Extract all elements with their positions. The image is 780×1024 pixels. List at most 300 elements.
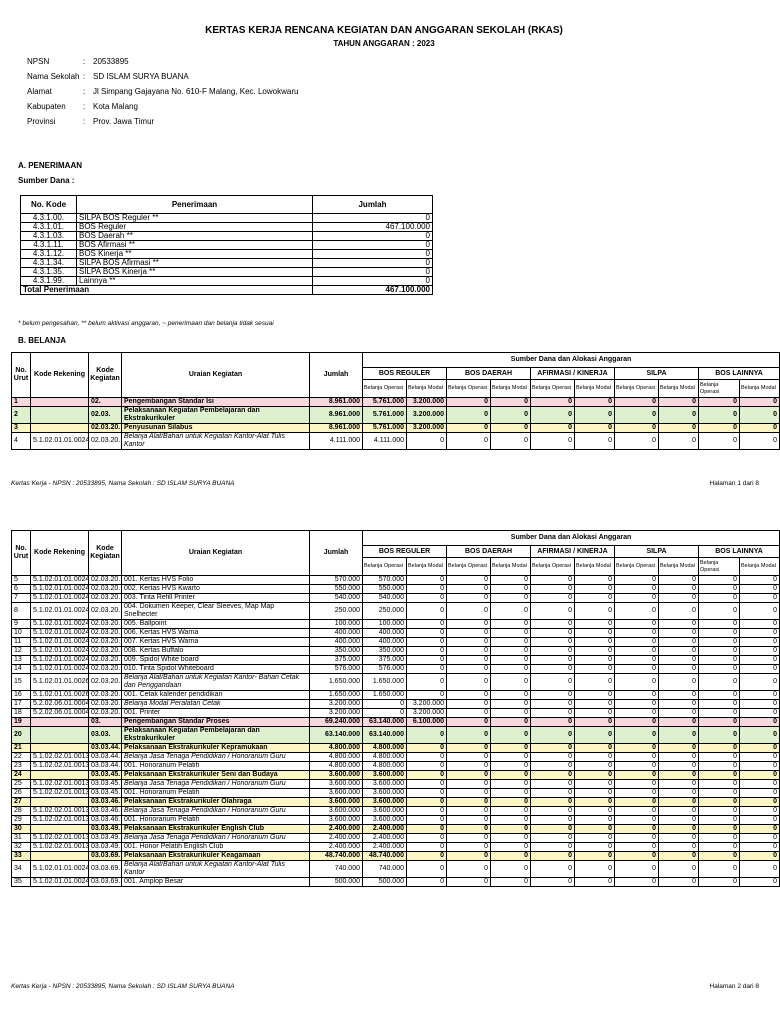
table-row [12,691,780,700]
allocation-cell: 0 [575,843,615,852]
allocation-cell: 0 [531,424,575,433]
header-fund-group: BOS DAERAH [447,546,531,558]
allocation-cell: 0 [447,718,491,727]
allocation-cell: 0 [615,727,659,744]
allocation-cell: 0 [740,576,780,585]
no-urut-cell: 19 [12,718,31,727]
allocation-cell: 4.111.000 [363,433,407,450]
kode-kegiatan-cell: 03.03.45. [89,780,122,789]
kode-kegiatan-cell: 02.03.20. [89,656,122,665]
uraian-cell: 001. Cetak kalender pendidikan [122,691,310,700]
allocation-cell: 3.200.000 [407,398,447,407]
allocation-cell: 0 [740,647,780,656]
kode-kegiatan-cell: 02.03.20. [89,674,122,691]
no-urut-cell: 18 [12,709,31,718]
allocation-cell: 0 [699,798,740,807]
allocation-cell: 0 [659,398,699,407]
uraian-cell: 001. Printer [122,709,310,718]
info-row-province [27,117,298,132]
header-jumlah: Jumlah [310,531,363,576]
allocation-cell: 0 [531,576,575,585]
kode-kegiatan-cell: 03.03.45. [89,771,122,780]
header-belanja-modal: Belanja Modal [659,558,699,576]
page-number: Halaman 1 dari 8 [709,480,759,487]
kode-rekening-cell: 5.1.02.01.01.0024 [31,433,89,450]
jumlah-cell: 100.000 [310,620,363,629]
allocation-cell: 0 [615,691,659,700]
allocation-cell: 0 [575,691,615,700]
table-row [12,665,780,674]
amount-cell: 0 [313,232,433,241]
allocation-cell: 0 [447,700,491,709]
jumlah-cell: 48.740.000 [310,852,363,861]
no-urut-cell: 5 [12,576,31,585]
jumlah-cell: 500.000 [310,878,363,887]
uraian-cell: Penyusunan Silabus [122,424,310,433]
allocation-cell: 0 [491,753,531,762]
no-urut-cell: 7 [12,594,31,603]
kode-rekening-cell: 5.1.02.02.01.0013 [31,843,89,852]
column-header: No. Kode [21,196,77,214]
allocation-cell: 0 [491,433,531,450]
allocation-cell: 0 [447,843,491,852]
allocation-cell: 0 [699,656,740,665]
kode-kegiatan-cell: 03.03.69. [89,878,122,887]
expenditure-table-page-1 [11,352,780,450]
allocation-cell: 0 [615,620,659,629]
amount-cell: 0 [313,250,433,259]
allocation-cell: 0 [699,861,740,878]
allocation-cell: 0 [491,852,531,861]
allocation-cell: 0 [575,603,615,620]
header-fund-group: AFIRMASI / KINERJA [531,368,615,380]
allocation-cell: 0 [491,407,531,424]
allocation-cell: 3.200.000 [407,407,447,424]
allocation-cell: 0 [740,753,780,762]
allocation-cell: 0 [615,398,659,407]
info-label: NPSN [27,57,50,66]
table-row [12,603,780,620]
allocation-cell: 3.200.000 [407,709,447,718]
kode-rekening-cell [31,727,89,744]
header-sumber-dana: Sumber Dana dan Alokasi Anggaran [363,531,780,546]
allocation-cell: 0 [531,727,575,744]
allocation-cell: 0 [659,718,699,727]
allocation-cell: 0 [531,700,575,709]
allocation-cell: 0 [699,629,740,638]
allocation-cell: 2.400.000 [363,825,407,834]
jumlah-cell: 4.800.000 [310,744,363,753]
allocation-cell: 0 [575,594,615,603]
allocation-cell: 0 [363,700,407,709]
total-label: Total Penerimaan [21,286,313,295]
kode-kegiatan-cell: 03.03.46. [89,816,122,825]
allocation-cell: 0 [615,594,659,603]
allocation-cell: 0 [531,433,575,450]
allocation-cell: 0 [740,620,780,629]
allocation-cell: 0 [531,780,575,789]
allocation-cell: 0 [407,585,447,594]
table-row [12,620,780,629]
header-belanja-operasi: Belanja Operasi [531,380,575,398]
allocation-cell: 0 [659,807,699,816]
kode-rekening-cell: 5.1.02.02.01.0013 [31,753,89,762]
header-belanja-operasi: Belanja Operasi [363,380,407,398]
receipt-name-cell: SILPA BOS Afirmasi ** [77,259,313,268]
kode-rekening-cell: 5.1.02.01.01.0024 [31,576,89,585]
allocation-cell: 0 [491,700,531,709]
allocation-cell: 0 [447,629,491,638]
no-urut-cell: 14 [12,665,31,674]
header-fund-group: AFIRMASI / KINERJA [531,546,615,558]
table-row [12,709,780,718]
header-row [12,353,780,368]
kode-kegiatan-cell: 02.03.20. [89,647,122,656]
allocation-cell: 0 [447,789,491,798]
allocation-cell: 0 [615,576,659,585]
table-row [12,753,780,762]
header-belanja-modal: Belanja Modal [407,558,447,576]
kode-rekening-cell: 5.1.02.01.01.0024 [31,656,89,665]
allocation-cell: 0 [575,709,615,718]
allocation-cell: 0 [575,816,615,825]
allocation-cell: 0 [740,780,780,789]
allocation-cell: 0 [531,585,575,594]
allocation-cell: 0 [491,709,531,718]
info-row-address [27,87,298,102]
jumlah-cell: 4.800.000 [310,753,363,762]
receipts-note: * belum pengesahan, ** belum aktivasi anggaran, ~ penerimaan dan belanja tidak sesuai [18,320,274,327]
allocation-cell: 0 [491,603,531,620]
kode-kegiatan-cell: 02.03.20. [89,700,122,709]
allocation-cell: 0 [531,665,575,674]
jumlah-cell: 570.000 [310,576,363,585]
allocation-cell: 0 [699,825,740,834]
allocation-cell: 400.000 [363,629,407,638]
allocation-cell: 0 [575,700,615,709]
header-sumber-dana: Sumber Dana dan Alokasi Anggaran [363,353,780,368]
uraian-cell: 010. Tinta Spidol Whiteboard [122,665,310,674]
uraian-cell: 001. Honor Pelatih English Club [122,843,310,852]
allocation-cell: 0 [531,647,575,656]
allocation-cell: 0 [699,594,740,603]
header-no-urut: No. Urut [12,531,31,576]
uraian-cell: 001. Kertas HVS Folio [122,576,310,585]
allocation-cell: 0 [699,789,740,798]
allocation-cell: 0 [699,674,740,691]
allocation-cell: 0 [491,638,531,647]
allocation-cell: 0 [407,656,447,665]
allocation-cell: 0 [615,798,659,807]
allocation-cell: 0 [699,771,740,780]
allocation-cell: 0 [740,398,780,407]
kode-kegiatan-cell: 02.03.20. [89,424,122,433]
kode-kegiatan-cell: 02.03.20. [89,433,122,450]
no-urut-cell: 33 [12,852,31,861]
allocation-cell: 0 [740,656,780,665]
allocation-cell: 0 [575,407,615,424]
allocation-cell: 0 [740,585,780,594]
header-belanja-operasi: Belanja Operasi [447,558,491,576]
allocation-cell: 0 [407,861,447,878]
uraian-cell: 006. Kertas HVS Warna [122,629,310,638]
allocation-cell: 0 [659,825,699,834]
header-fund-group: BOS REGULER [363,368,447,380]
page-number: Halaman 2 dari 8 [709,983,759,990]
allocation-cell: 0 [615,433,659,450]
header-fund-group: BOS LAINNYA [699,368,780,380]
no-urut-cell: 20 [12,727,31,744]
allocation-cell: 0 [659,647,699,656]
code-cell: 4.3.1.35. [21,268,77,277]
allocation-cell: 0 [531,603,575,620]
allocation-cell: 0 [615,789,659,798]
jumlah-cell: 8.961.000 [310,398,363,407]
uraian-cell: 001. Amplop Besar [122,878,310,887]
kode-kegiatan-cell: 03.03.44. [89,744,122,753]
allocation-cell: 0 [659,603,699,620]
kode-rekening-cell: 5.1.02.01.01.0024 [31,629,89,638]
allocation-cell: 0 [491,762,531,771]
allocation-cell: 0 [531,771,575,780]
allocation-cell: 0 [407,780,447,789]
allocation-cell: 0 [575,744,615,753]
table-row [12,816,780,825]
allocation-cell: 0 [491,594,531,603]
jumlah-cell: 540.000 [310,594,363,603]
allocation-cell: 0 [740,407,780,424]
allocation-cell: 48.740.000 [363,852,407,861]
total-row [21,286,433,295]
allocation-cell: 0 [740,638,780,647]
jumlah-cell: 2.400.000 [310,843,363,852]
allocation-cell: 0 [615,771,659,780]
allocation-cell: 0 [699,843,740,852]
allocation-cell: 0 [407,674,447,691]
jumlah-cell: 550.000 [310,585,363,594]
source-label: Sumber Dana : [18,176,75,185]
info-label: Kabupaten [27,102,66,111]
column-header: Jumlah [313,196,433,214]
kode-rekening-cell: 5.1.02.01.01.0026 [31,691,89,700]
allocation-cell: 0 [491,878,531,887]
header-belanja-modal: Belanja Modal [740,380,780,398]
receipt-name-cell: BOS Afirmasi ** [77,241,313,250]
allocation-cell: 0 [447,407,491,424]
table-row [12,843,780,852]
allocation-cell: 0 [491,816,531,825]
allocation-cell: 0 [407,789,447,798]
jumlah-cell: 1.650.000 [310,691,363,700]
allocation-cell: 375.000 [363,656,407,665]
allocation-cell: 3.600.000 [363,771,407,780]
allocation-cell: 0 [531,656,575,665]
section-heading-belanja: B. BELANJA [18,336,67,345]
header-belanja-operasi: Belanja Operasi [531,558,575,576]
allocation-cell: 0 [447,691,491,700]
jumlah-cell: 8.961.000 [310,407,363,424]
allocation-cell: 0 [531,629,575,638]
kode-rekening-cell [31,424,89,433]
kode-rekening-cell: 5.2.02.06.01.0004 [31,700,89,709]
allocation-cell: 0 [575,753,615,762]
kode-rekening-cell [31,718,89,727]
allocation-cell: 0 [575,878,615,887]
allocation-cell: 0 [615,780,659,789]
allocation-cell: 0 [407,620,447,629]
no-urut-cell: 32 [12,843,31,852]
table-row [12,834,780,843]
allocation-cell: 0 [491,789,531,798]
allocation-cell: 0 [615,762,659,771]
allocation-cell: 0 [615,674,659,691]
allocation-cell: 0 [659,709,699,718]
header-belanja-modal: Belanja Modal [740,558,780,576]
allocation-cell: 0 [531,816,575,825]
allocation-cell: 0 [615,665,659,674]
document-subtitle: TAHUN ANGGARAN : 2023 [333,39,435,48]
no-urut-cell: 28 [12,807,31,816]
allocation-cell: 3.600.000 [363,780,407,789]
info-value: Kota Malang [93,102,138,111]
allocation-cell: 0 [447,576,491,585]
uraian-cell: 003. Tinta Refill Printer [122,594,310,603]
table-row [12,718,780,727]
allocation-cell: 0 [659,656,699,665]
allocation-cell: 0 [740,433,780,450]
allocation-cell: 0 [447,603,491,620]
page-2 [0,493,778,1024]
allocation-cell: 0 [615,700,659,709]
code-cell: 4.3.1.00. [21,214,77,223]
kode-kegiatan-cell: 03.03.45. [89,789,122,798]
allocation-cell: 0 [491,780,531,789]
allocation-cell: 0 [407,629,447,638]
table-row [12,433,780,450]
allocation-cell: 0 [740,424,780,433]
header-fund-group: SILPA [615,546,699,558]
allocation-cell: 0 [659,665,699,674]
allocation-cell: 0 [531,709,575,718]
allocation-cell: 0 [491,585,531,594]
no-urut-cell: 23 [12,762,31,771]
allocation-cell: 0 [699,727,740,744]
allocation-cell: 0 [491,691,531,700]
allocation-cell: 0 [575,762,615,771]
kode-rekening-cell: 5.1.02.01.01.0024 [31,620,89,629]
receipt-name-cell: BOS Reguler [77,223,313,232]
kode-kegiatan-cell: 02. [89,398,122,407]
kode-kegiatan-cell: 03.03.44. [89,753,122,762]
jumlah-cell: 3.600.000 [310,816,363,825]
uraian-cell: Pelaksanaan Kegiatan Pembelajaran dan Ekstrakurikuler [122,407,310,424]
jumlah-cell: 740.000 [310,861,363,878]
no-urut-cell: 22 [12,753,31,762]
allocation-cell: 0 [699,852,740,861]
page-footer [11,480,759,487]
allocation-cell: 0 [447,656,491,665]
jumlah-cell: 2.400.000 [310,825,363,834]
allocation-cell: 0 [575,647,615,656]
allocation-cell: 0 [740,691,780,700]
allocation-cell: 0 [447,834,491,843]
allocation-cell: 0 [407,825,447,834]
allocation-cell: 5.761.000 [363,407,407,424]
allocation-cell: 0 [407,691,447,700]
allocation-cell: 0 [615,424,659,433]
allocation-cell: 0 [740,674,780,691]
amount-cell: 0 [313,259,433,268]
allocation-cell: 0 [615,709,659,718]
header-no-urut: No. Urut [12,353,31,398]
allocation-cell: 0 [491,807,531,816]
info-value: Jl Simpang Gajayana No. 610-F Malang, Kec. Lowokwaru [93,87,299,96]
kode-rekening-cell [31,744,89,753]
allocation-cell: 0 [740,718,780,727]
receipt-name-cell: SILPA BOS Kinerja ** [77,268,313,277]
allocation-cell: 2.400.000 [363,834,407,843]
table-row [12,771,780,780]
allocation-cell: 0 [447,807,491,816]
amount-cell: 0 [313,241,433,250]
header-belanja-modal: Belanja Modal [659,380,699,398]
allocation-cell: 0 [407,852,447,861]
allocation-cell: 0 [407,843,447,852]
header-belanja-operasi: Belanja Operasi [615,558,659,576]
allocation-cell: 0 [699,603,740,620]
allocation-cell: 0 [659,700,699,709]
allocation-cell: 0 [740,852,780,861]
kode-rekening-cell: 5.1.02.01.01.0024 [31,861,89,878]
no-urut-cell: 3 [12,424,31,433]
allocation-cell: 0 [491,843,531,852]
allocation-cell: 0 [447,433,491,450]
allocation-cell: 0 [575,433,615,450]
allocation-cell: 0 [615,585,659,594]
no-urut-cell: 1 [12,398,31,407]
allocation-cell: 576.000 [363,665,407,674]
allocation-cell: 0 [659,620,699,629]
jumlah-cell: 69.240.000 [310,718,363,727]
jumlah-cell: 3.600.000 [310,771,363,780]
allocation-cell: 0 [491,771,531,780]
allocation-cell: 0 [740,843,780,852]
allocation-cell: 0 [740,665,780,674]
allocation-cell: 0 [575,780,615,789]
kode-rekening-cell: 5.1.02.01.01.0024 [31,647,89,656]
kode-kegiatan-cell: 02.03.20. [89,603,122,620]
allocation-cell: 0 [531,798,575,807]
allocation-cell: 1.650.000 [363,674,407,691]
uraian-cell: Pelaksanaan Ekstrakurikuler Keagamaan [122,852,310,861]
kode-rekening-cell [31,825,89,834]
no-urut-cell: 31 [12,834,31,843]
table-row [12,656,780,665]
no-urut-cell: 29 [12,816,31,825]
allocation-cell: 0 [615,656,659,665]
header-fund-group: BOS LAINNYA [699,546,780,558]
allocation-cell: 0 [531,807,575,816]
allocation-cell: 0 [531,407,575,424]
allocation-cell: 0 [615,825,659,834]
uraian-cell: Belanja Jasa Tenaga Pendidikan / Honorarium Guru [122,834,310,843]
header-fund-group: SILPA [615,368,699,380]
section-heading-penerimaan: A. PENERIMAAN [18,161,83,170]
total-value: 467.100.000 [313,286,433,295]
kode-kegiatan-cell: 03.03.49. [89,843,122,852]
kode-kegiatan-cell: 03.03.49. [89,834,122,843]
allocation-cell: 0 [740,629,780,638]
